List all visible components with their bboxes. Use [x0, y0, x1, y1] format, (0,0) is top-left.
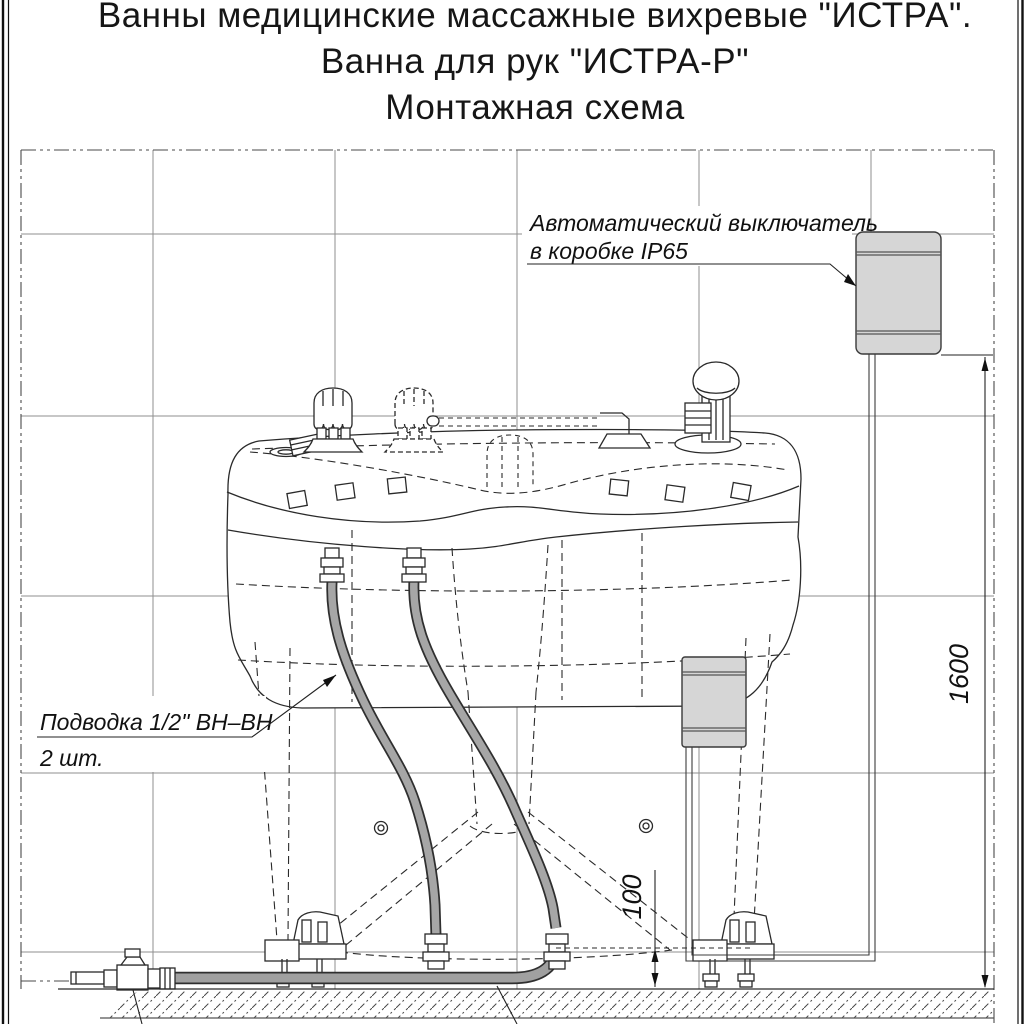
dimension-100 — [556, 870, 750, 987]
supply-label-line-1: Подводка 1/2" ВН–ВН — [40, 709, 273, 735]
drawing-title — [23, 0, 1024, 131]
title-line-3: Монтажная схема — [385, 88, 685, 127]
breaker-box — [856, 232, 941, 354]
breaker-label-line-2: в коробке IP65 — [530, 238, 688, 264]
air-control-knob — [693, 362, 739, 400]
breaker-label-line-1: Автоматический выключатель — [530, 210, 879, 236]
pipe-fitting-1 — [423, 934, 449, 969]
control-unit — [682, 657, 746, 747]
leader-breaker — [527, 264, 856, 286]
floor-hatch — [100, 991, 994, 1018]
dimension-100-value: 100 — [617, 874, 647, 920]
supply-label-line-2: 2 шт. — [40, 745, 104, 771]
shutoff-valve — [71, 949, 175, 990]
title-line-2: Ванна для рук "ИСТРА-Р" — [320, 42, 750, 81]
title-line-1: Ванны медицинские массажные вихревые "ИСТРА". — [97, 0, 973, 35]
label-breaker — [522, 206, 878, 286]
right-foot — [693, 912, 774, 987]
dimension-1600 — [941, 355, 993, 988]
floor — [58, 989, 994, 1018]
air-control-column — [675, 362, 741, 453]
hot-water-tap — [304, 388, 362, 452]
dimension-1600-value: 1600 — [944, 643, 974, 705]
